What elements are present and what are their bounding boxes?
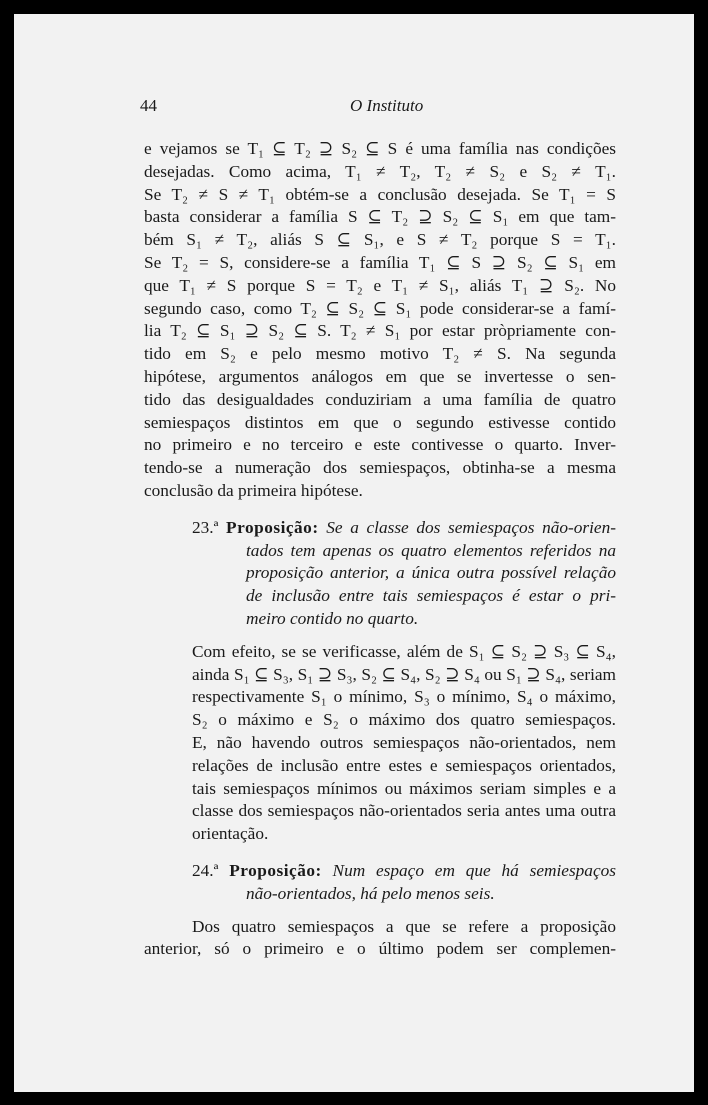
proposition-24 [144,860,616,906]
page-number: 44 [140,96,157,115]
book-page [14,14,694,1092]
proposition-text: Num espaço em que há semiespaços [332,860,616,880]
proposition-text: proposição anterior, a única outra possível relação [246,563,616,583]
paragraph-3 [144,916,616,962]
proposition-first-line [192,860,616,883]
text-line: orientação. [192,824,269,844]
text-line: tais semiespaços mínimos ou máximos seriam simples e a [192,778,616,798]
text-line: E, não havendo outros semiespaços não-orientados, nem [192,732,616,752]
text-line: lia T₂ ⊆ S₁ ⊇ S₂ ⊆ S. T₂ ≠ S₁ por estar pròpriamente con- [144,321,616,341]
page-body [144,138,616,961]
text-line: relações de inclusão entre estes e semiespaços orientados, [192,755,616,775]
text-line: conclusão da primeira hipótese. [144,480,363,500]
text-line: tido das desigualdades conduziriam a uma família de quatro [144,389,616,409]
text-line: Se T₂ ≠ S ≠ T₁ obtém-se a conclusão desejada. Se T₁ = S [144,184,616,204]
proposition-text: tados tem apenas os quatro elementos referidos na [246,540,616,560]
text-line: no primeiro e no terceiro e este contivesse o quarto. Inver- [144,435,616,455]
proposition-label: Proposição: [226,517,319,537]
text-line: bém S₁ ≠ T₂, aliás S ⊆ S₁, e S ≠ T₂ porque S = T₁. [144,230,616,250]
proposition-label: Proposição: [229,860,322,880]
text-line: Se T₂ = S, considere-se a família T₁ ⊆ S ⊇ S₂ ⊆ S₁ em [144,252,616,272]
text-line: respectivamente S₁ o mínimo, S₃ o mínimo, S₄ o máximo, [192,687,616,707]
text-line: anterior, só o primeiro e o último podem ser complemen- [144,939,616,959]
text-line: que T₁ ≠ S porque S = T₂ e T₁ ≠ S₁, aliás T₁ ⊇ S₂. No [144,275,616,295]
proposition-text: de inclusão entre tais semiespaços é estar o pri- [246,586,616,606]
text-line: tendo-se a numeração dos semiespaços, obtinha-se a mesma [144,458,616,478]
running-title: O Instituto [350,96,424,115]
proposition-text: não-orientados, há pelo menos seis. [246,883,495,903]
paragraph-2 [144,641,616,846]
text-line: Com efeito, se se verificasse, além de S₁ ⊆ S₂ ⊇ S₃ ⊆ S₄, [192,641,616,661]
proposition-text: meiro contido no quarto. [246,608,419,628]
proposition-text: Se a classe dos semiespaços não-orien- [326,517,616,537]
text-line: Dos quatro semiespaços a que se refere a proposição [192,916,616,936]
page-header [140,96,598,120]
text-line: ainda S₁ ⊆ S₃, S₁ ⊇ S₃, S₂ ⊆ S₄, S₂ ⊇ S₄ ou S₁ ⊇ S₄, seriam [192,664,616,684]
text-line: S₂ o máximo e S₂ o máximo dos quatro semiespaços. [192,710,616,730]
text-line: desejadas. Como acima, T₁ ≠ T₂, T₂ ≠ S₂ e S₂ ≠ T₁. [144,161,616,181]
text-line: semiespaços distintos em que o segundo estivesse contido [144,412,616,432]
text-line: segundo caso, como T₂ ⊆ S₂ ⊆ S₁ pode considerar-se a famí- [144,298,616,318]
proposition-number: 23.ª [192,517,219,537]
paragraph-1 [144,138,616,503]
text-line: e vejamos se T₁ ⊆ T₂ ⊇ S₂ ⊆ S é uma família nas condições [144,139,616,158]
proposition-first-line [192,517,616,540]
proposition-23 [144,517,616,631]
text-line: basta considerar a família S ⊆ T₂ ⊇ S₂ ⊆ S₁ em que tam- [144,207,616,227]
text-line: classe dos semiespaços não-orientados seria antes uma outra [192,801,616,821]
proposition-number: 24.ª [192,860,219,880]
text-line: tido em S₂ e pelo mesmo motivo T₂ ≠ S. Na segunda [144,344,616,364]
text-line: hipótese, argumentos análogos em que se invertesse o sen- [144,366,616,386]
